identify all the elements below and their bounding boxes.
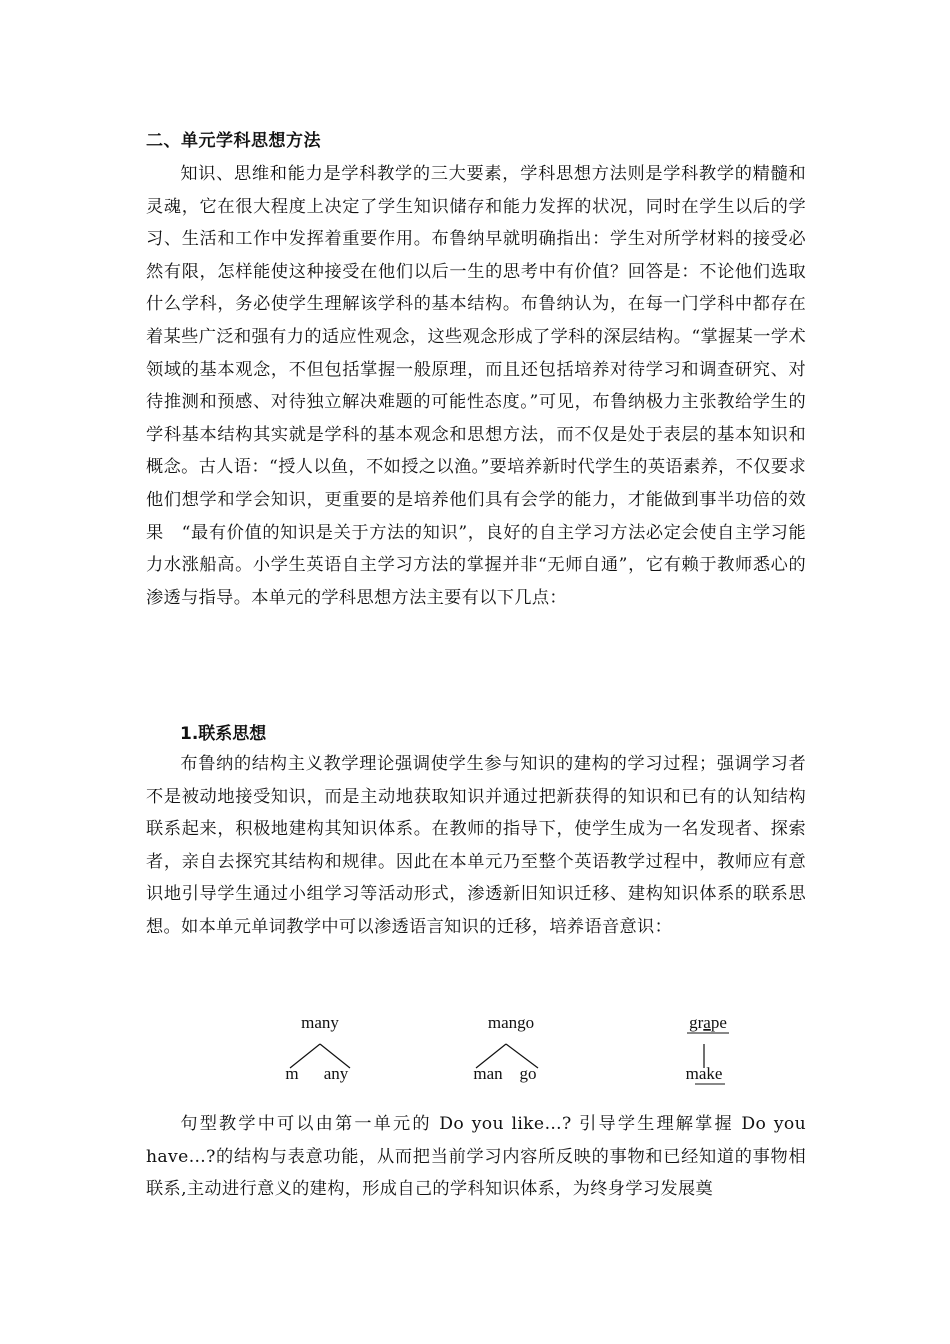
- intro-paragraph-text: 知识、思维和能力是学科教学的三大要素，学科思想方法则是学科教学的精髓和灵魂，它在很大程度上决定了学生知识储存和能力发挥的状况，同时在学生以后的学习、生活和工作中发挥着重要作用。布鲁纳早就明确指出：学生对所学材料的接受必然有限，怎样能使这种接受在他们以后一生的思考中有价值？回答是：不论他们选取什么学科，务必使学生理解该学科的基本结构。布鲁纳认为，在每一门学科中都存在着某些广泛和强有力的适应性观念，这些观念形成了学科的深层结构。“掌握某一学术领域的基本观念，不但包括掌握一般原理，而且还包括培养对待学习和调查研究、对待推测和预感、对待独立解决难题的可能性态度。”可见，布鲁纳极力主张教给学生的学科基本结构其实就是学科的基本观念和思想方法，而不仅是处于表层的基本知识和概念。古人语：“授人以鱼，不如授之以渔。”要培养新时代学生的英语素养，不仅要求他们想学和学会知识，更重要的是培养他们具有会学的能力，才能做到事半功倍的效果 “最有价值的知识是关于方法的知识”，良好的自主学习方法必定会使自主学习能力水涨船高。小学生英语自主学习方法的掌握并非“无师自通”，它有赖于教师悉心的渗透与指导。本单元的学科思想方法主要有以下几点：: [146, 164, 806, 608]
- diagram-word: many: [301, 1013, 339, 1032]
- diagram-part: m: [285, 1064, 299, 1083]
- diagram-item-many: [285, 1013, 350, 1083]
- diagram-item-grape: [686, 1013, 729, 1084]
- body-paragraph-text: 布鲁纳的结构主义教学理论强调使学生参与知识的建构的学习过程；强调学习者不是被动地接受知识，而是主动地获取知识并通过把新获得的知识和已有的认知结构联系起来，积极地建构其知识体系。在教师的指导下，使学生成为一名发现者、探索者，亲自去探究其结构和规律。因此在本单元乃至整个英语教学过程中，教师应有意识地引导学生通过小组学习等活动形式，渗透新旧知识迁移、建构知识体系的联系思想。如本单元单词教学中可以渗透语言知识的迁移，培养语音意识：: [146, 754, 806, 937]
- diagram-word: mango: [487, 1013, 535, 1032]
- diagram-part: any: [323, 1064, 349, 1083]
- body-paragraph: [146, 748, 806, 944]
- subheading-connection-thinking: 1.联系思想: [180, 724, 267, 744]
- diagram-part: man: [473, 1064, 503, 1083]
- intro-paragraph: [146, 158, 806, 614]
- diagram-word-grape: grape: [689, 1013, 727, 1032]
- closing-paragraph-text: 句型教学中可以由第一单元的 Do you like…? 引导学生理解掌握 Do you have…?的结构与表意功能，从而把当前学习内容所反映的事物和已经知道的事物相联系,主动进行意义的建构，形成自己的学科知识体系，为终身学习发展奠: [146, 1114, 806, 1200]
- section-heading: 二、单元学科思想方法: [146, 131, 321, 151]
- diagram-item-mango: [473, 1013, 538, 1083]
- diagram-word-make: make: [685, 1064, 723, 1083]
- word-split-diagram: [270, 1008, 750, 1088]
- closing-paragraph: [146, 1108, 806, 1206]
- diagram-part: go: [519, 1064, 537, 1083]
